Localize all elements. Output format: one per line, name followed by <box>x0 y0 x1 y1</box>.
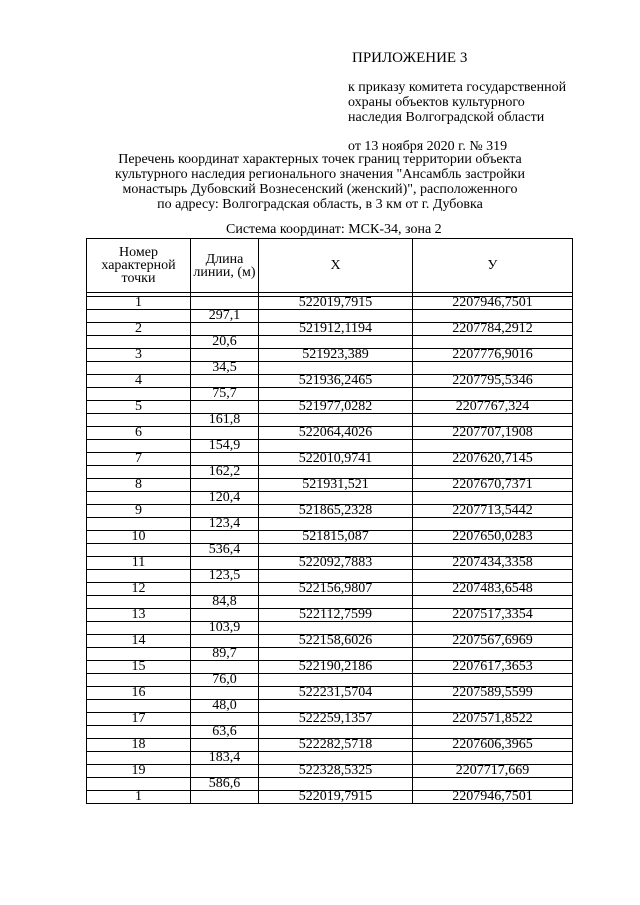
segment-length: 34,5 <box>191 362 259 375</box>
appendix-title: ПРИЛОЖЕНИЕ 3 <box>352 50 468 66</box>
segment-length: 63,6 <box>191 726 259 739</box>
segment-length: 154,9 <box>191 440 259 453</box>
point-row <box>87 427 573 440</box>
document-title <box>90 152 550 212</box>
point-row <box>87 791 573 804</box>
point-number: 3 <box>87 349 191 362</box>
point-y: 2207784,2912 <box>413 323 573 336</box>
point-number: 12 <box>87 583 191 596</box>
point-number: 14 <box>87 635 191 648</box>
point-x: 521936,2465 <box>259 375 413 388</box>
point-y: 2207650,0283 <box>413 531 573 544</box>
point-number: 9 <box>87 505 191 518</box>
point-number: 10 <box>87 531 191 544</box>
header-point-number: Номер характерной точки <box>87 239 191 293</box>
segment-length: 103,9 <box>191 622 259 635</box>
point-y: 2207620,7145 <box>413 453 573 466</box>
point-x: 522019,7915 <box>259 297 413 310</box>
point-number: 1 <box>87 791 191 804</box>
segment-length: 120,4 <box>191 492 259 505</box>
segment-length: 297,1 <box>191 310 259 323</box>
point-row <box>87 609 573 622</box>
order-line-3: наследия Волгоградской области <box>348 110 545 125</box>
header-y: У <box>413 239 573 293</box>
segment-length: 75,7 <box>191 388 259 401</box>
segment-length: 183,4 <box>191 752 259 765</box>
point-y: 2207946,7501 <box>413 791 573 804</box>
point-x: 522112,7599 <box>259 609 413 622</box>
header-x: Х <box>259 239 413 293</box>
point-row <box>87 479 573 492</box>
point-row <box>87 739 573 752</box>
title-line-3: монастырь Дубовский Вознесенский (женский)", расположенного <box>122 182 518 197</box>
point-x: 522064,4026 <box>259 427 413 440</box>
point-row <box>87 453 573 466</box>
point-x: 522010,9741 <box>259 453 413 466</box>
point-row <box>87 765 573 778</box>
point-y: 2207670,7371 <box>413 479 573 492</box>
segment-length: 161,8 <box>191 414 259 427</box>
point-y: 2207483,6548 <box>413 583 573 596</box>
point-x: 522282,5718 <box>259 739 413 752</box>
point-number: 8 <box>87 479 191 492</box>
title-line-1: Перечень координат характерных точек границ территории объекта <box>118 152 522 167</box>
point-row <box>87 349 573 362</box>
point-number: 15 <box>87 661 191 674</box>
point-row <box>87 687 573 700</box>
point-y: 2207946,7501 <box>413 297 573 310</box>
point-y: 2207617,3653 <box>413 661 573 674</box>
point-number: 18 <box>87 739 191 752</box>
point-number: 13 <box>87 609 191 622</box>
title-line-2: культурного наследия регионального значения "Ансамбль застройки <box>115 167 525 182</box>
point-y: 2207776,9016 <box>413 349 573 362</box>
order-line-1: к приказу комитета государственной <box>348 80 567 95</box>
point-number: 5 <box>87 401 191 414</box>
order-date: от 13 ноября 2020 г. № 319 <box>348 139 508 154</box>
point-x: 522158,6026 <box>259 635 413 648</box>
point-y: 2207571,8522 <box>413 713 573 726</box>
point-x: 521912,1194 <box>259 323 413 336</box>
point-y: 2207717,669 <box>413 765 573 778</box>
point-row <box>87 583 573 596</box>
segment-length: 162,2 <box>191 466 259 479</box>
point-row <box>87 323 573 336</box>
segment-length: 48,0 <box>191 700 259 713</box>
point-row <box>87 375 573 388</box>
point-number: 1 <box>87 297 191 310</box>
point-number: 17 <box>87 713 191 726</box>
point-x: 522019,7915 <box>259 791 413 804</box>
point-x: 522231,5704 <box>259 687 413 700</box>
point-x: 522092,7883 <box>259 557 413 570</box>
point-x: 521865,2328 <box>259 505 413 518</box>
point-row <box>87 531 573 544</box>
coordinates-body <box>87 293 573 804</box>
point-row <box>87 505 573 518</box>
point-y: 2207767,324 <box>413 401 573 414</box>
point-number: 6 <box>87 427 191 440</box>
segment-length: 76,0 <box>191 674 259 687</box>
point-x: 521977,0282 <box>259 401 413 414</box>
point-x: 521815,087 <box>259 531 413 544</box>
segment-length: 123,5 <box>191 570 259 583</box>
segment-length: 20,6 <box>191 336 259 349</box>
point-x: 522190,2186 <box>259 661 413 674</box>
point-y: 2207517,3354 <box>413 609 573 622</box>
coordinate-system: Система координат: МСК-34, зона 2 <box>226 222 442 237</box>
coordinates-table <box>86 238 573 804</box>
segment-length: 536,4 <box>191 544 259 557</box>
point-row <box>87 297 573 310</box>
point-number: 19 <box>87 765 191 778</box>
point-y: 2207589,5599 <box>413 687 573 700</box>
segment-length: 84,8 <box>191 596 259 609</box>
header-line-length: Длина линии, (м) <box>191 239 259 293</box>
segment-length: 123,4 <box>191 518 259 531</box>
point-row <box>87 713 573 726</box>
point-number: 4 <box>87 375 191 388</box>
point-number: 2 <box>87 323 191 336</box>
point-length-empty <box>191 791 259 804</box>
point-number: 7 <box>87 453 191 466</box>
point-y: 2207606,3965 <box>413 739 573 752</box>
point-x: 521931,521 <box>259 479 413 492</box>
point-number: 11 <box>87 557 191 570</box>
order-reference <box>348 80 566 154</box>
point-row <box>87 635 573 648</box>
point-y: 2207434,3358 <box>413 557 573 570</box>
point-x: 522328,5325 <box>259 765 413 778</box>
title-line-4: по адресу: Волгоградская область, в 3 км от г. Дубовка <box>157 197 483 212</box>
point-number: 16 <box>87 687 191 700</box>
point-x: 522156,9807 <box>259 583 413 596</box>
segment-length: 89,7 <box>191 648 259 661</box>
point-y: 2207567,6969 <box>413 635 573 648</box>
point-y: 2207713,5442 <box>413 505 573 518</box>
point-row <box>87 401 573 414</box>
point-x: 522259,1357 <box>259 713 413 726</box>
point-y: 2207707,1908 <box>413 427 573 440</box>
order-line-2: охраны объектов культурного <box>348 95 525 110</box>
table-header-row <box>87 239 573 293</box>
point-row <box>87 661 573 674</box>
point-y: 2207795,5346 <box>413 375 573 388</box>
point-row <box>87 557 573 570</box>
segment-length: 586,6 <box>191 778 259 791</box>
point-x: 521923,389 <box>259 349 413 362</box>
